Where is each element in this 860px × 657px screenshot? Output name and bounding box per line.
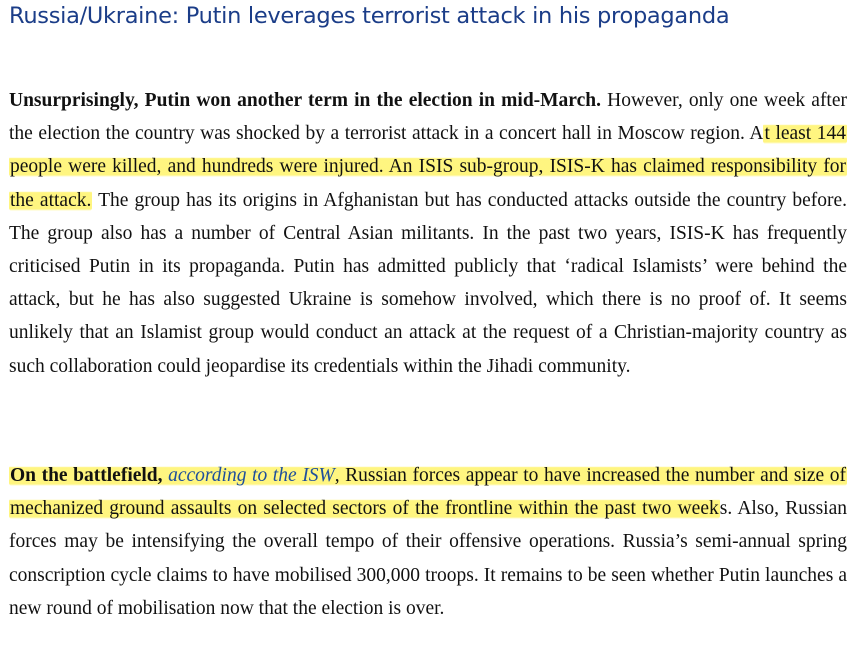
lead-sentence: Unsurprisingly, Putin won another term in the election in mid-March. — [9, 90, 601, 111]
isw-link[interactable]: according to the ISW — [168, 465, 335, 486]
paragraph-battlefield — [9, 459, 847, 625]
highlighted-text: t least 144 people were killed, and hundreds were injured. An ISIS sub-group, ISIS-K has claimed responsibility for the attack. — [10, 123, 846, 211]
article-title: Russia/Ukraine: Putin leverages terrorist attack in his propaganda — [9, 3, 730, 29]
paragraph-election-attack — [9, 84, 847, 383]
body-text: The group has its origins in Afghanistan but has conducted attacks outside the country before. The group also has a number of Central Asian militants. In the past two years, ISIS-K has frequently criticised Putin in its propaganda. Putin has admitted publicly that ‘radical Islamists’ were behind the attack, but he has also suggested Ukraine is somehow involved, which there is no proof of. It seems unlikely that an Islamist group would conduct an attack at the request of a Christian-majority country as such collaboration could jeopardise its credentials within the Jihadi community. — [9, 189, 847, 377]
lead-sentence: On the battlefield, — [10, 465, 163, 486]
highlighted-body-text: , Russian forces appear to have increased the number and size of mechanized ground assaults on selected sectors of the frontline within the past two week — [10, 465, 846, 520]
body-text: s. Also, Russian forces may be intensifying the overall tempo of their offensive operations. Russia’s semi-annual spring conscription cycle claims to have mobilised 300,000 troops. It remains to be seen whether Putin launches a new round of mobilisation now that the election is over. — [9, 498, 847, 619]
body-text: However, only one week after the election the country was shocked by a terrorist attack in a concert hall in Moscow region. A — [9, 90, 848, 145]
